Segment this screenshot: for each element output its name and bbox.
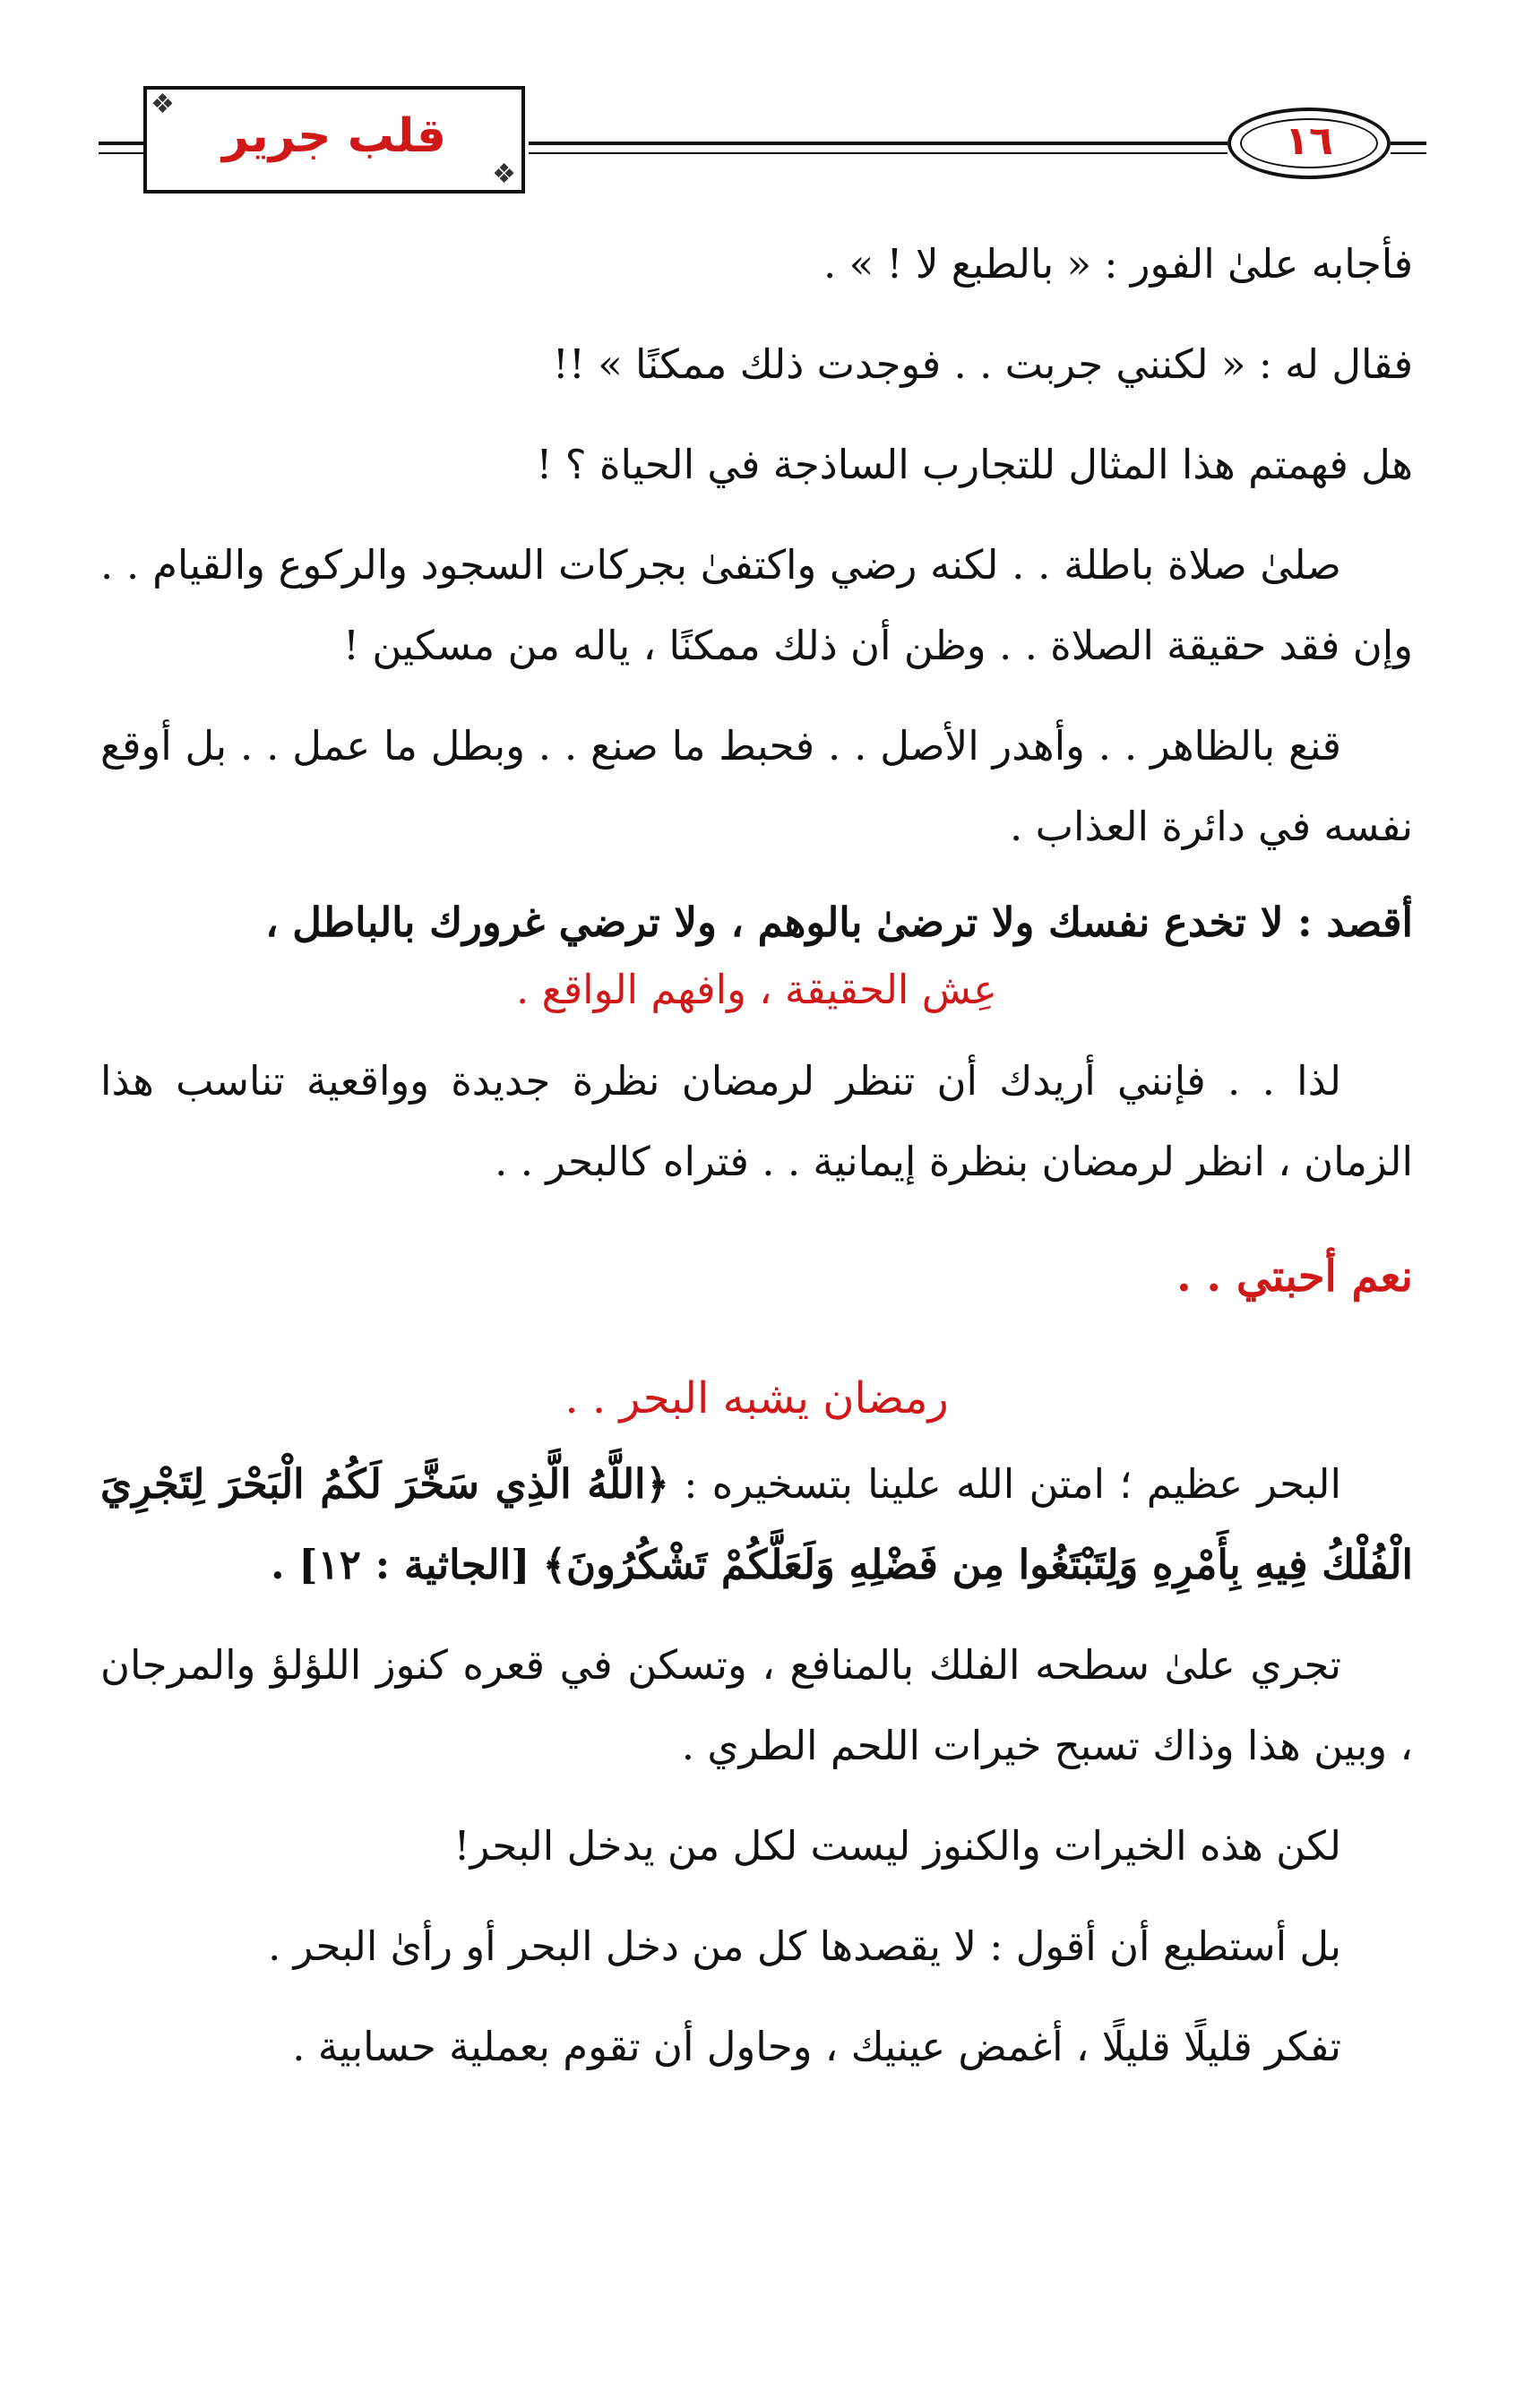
paragraph: بل أستطيع أن أقول : لا يقصدها كل من دخل البحر أو رأىٰ البحر . (268, 1922, 1341, 1970)
ornament-icon: ❖ (151, 89, 175, 120)
page-number-frame (1227, 108, 1391, 179)
emphasis-line-red: عِش الحقيقة ، وافهم الواقع . (516, 966, 997, 1013)
running-title: قلب جرير (221, 109, 447, 163)
paragraph: فقال له : « لكنني جربت . . فوجدت ذلك ممكنًا » !! (552, 340, 1413, 388)
paragraph: قنع بالظاهر . . وأهدر الأصل . . فحبط ما صنع . . وبطل ما عمل . . بل أوقع نفسه في دائرة العذاب . (100, 722, 1413, 850)
page-header (90, 81, 1425, 206)
quran-paragraph (100, 1444, 1413, 1605)
paragraph: هل فهمتم هذا المثال للتجارب الساذجة في الحياة ؟ ! (536, 441, 1413, 488)
header-rule (99, 142, 143, 145)
page-number: ١٦ (1285, 118, 1333, 164)
emphasis-line: أقصد : لا تخدع نفسك ولا ترضىٰ بالوهم ، ولا ترضي غرورك بالباطل ، (265, 899, 1413, 946)
paragraph-intro: البحر عظيم ؛ امتن الله علينا بتسخيره : (684, 1460, 1341, 1508)
header-rule (1391, 142, 1426, 145)
header-rule (529, 152, 1227, 154)
paragraph: لكن هذه الخيرات والكنوز ليست لكل من يدخل البحر! (453, 1822, 1341, 1870)
page-body (100, 224, 1413, 2107)
paragraph: تفكر قليلًا قليلًا ، أغمض عينيك ، وحاول أن تقوم بعملية حسابية . (292, 2023, 1341, 2070)
paragraph: صلىٰ صلاة باطلة . . لكنه رضي واكتفىٰ بجركات السجود والركوع والقيام . . وإن فقد حقيقة الصلاة . . وظن أن ذلك ممكنًا ، ياله من مسكين ! (100, 541, 1413, 669)
header-rule (529, 142, 1227, 145)
paragraph: فأجابه علىٰ الفور : « بالطبع لا ! » . (823, 240, 1413, 288)
header-rule (1391, 152, 1426, 154)
running-title-frame (143, 86, 525, 194)
verse-citation: [الجاثية : ١٢] . (270, 1541, 530, 1588)
header-rule (99, 152, 143, 154)
paragraph: تجري علىٰ سطحه الفلك بالمنافع ، وتسكن في قعره كنوز اللؤلؤ والمرجان ، وبين هذا وذاك تسبح خيرات اللحم الطري . (100, 1641, 1413, 1769)
paragraph: لذا . . فإنني أريدك أن تنظر لرمضان نظرة جديدة وواقعية تناسب هذا الزمان ، انظر لرمضان بنظرة إيمانية . . فتراه كالبحر . . (100, 1057, 1413, 1185)
section-subheading: رمضان يشبه البحر . . (564, 1373, 949, 1423)
ornament-icon: ❖ (492, 159, 516, 190)
quran-verse: ﴿اللَّهُ الَّذِي سَخَّرَ لَكُمُ الْبَحْرَ لِتَجْرِيَ الْفُلْكُ فِيهِ بِأَمْرِهِ وَلِتَبْتَغُوا مِن فَضْلِهِ وَلَعَلَّكُمْ تَشْكُرُونَ﴾ (100, 1460, 1413, 1588)
section-heading: نعم أحبتي . . (1176, 1251, 1413, 1302)
